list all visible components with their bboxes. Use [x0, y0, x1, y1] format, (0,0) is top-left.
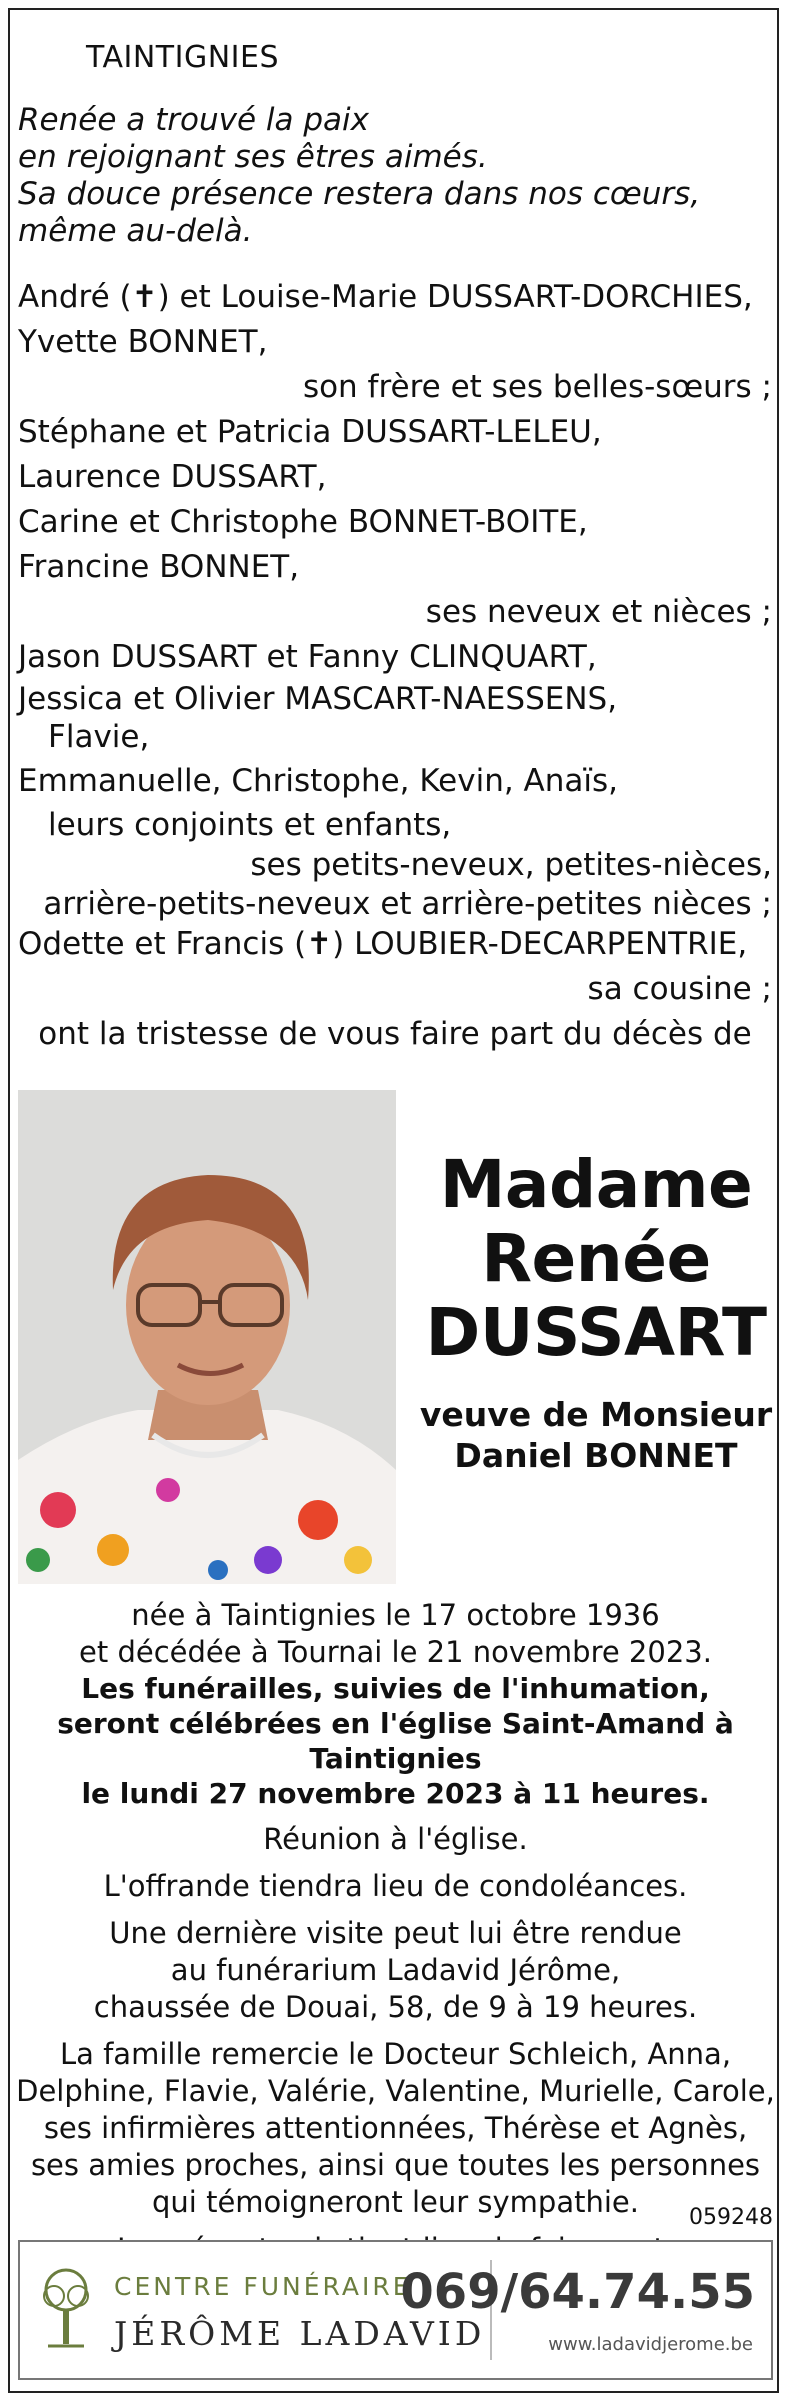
- tree-icon: [34, 2264, 98, 2352]
- family-list: [18, 275, 772, 1057]
- family-relation: arrière-petits-neveux et arrière-petites nièces ;: [43, 886, 772, 922]
- family-line: Jason DUSSART et Fanny CLINQUART,: [18, 639, 597, 675]
- family-line: Stéphane et Patricia DUSSART-LELEU,: [18, 414, 602, 450]
- family-line: Flavie,: [48, 719, 150, 755]
- visit-line: chaussée de Douai, 58, de 9 à 19 heures.: [93, 1990, 698, 2024]
- visit-line: Une dernière visite peut lui être rendue: [109, 1916, 682, 1950]
- reference-number: 059248: [689, 2205, 773, 2230]
- funeral-line: seront célébrées en l'église Saint-Amand à Taintignies: [57, 1707, 734, 1775]
- thanks-line: qui témoigneront leur sympathie.: [152, 2185, 639, 2219]
- widow-line: veuve de Monsieur: [419, 1395, 773, 1434]
- offering-line: L'offrande tiendra lieu de condoléances.: [103, 1869, 688, 1903]
- widow-of: [400, 1394, 791, 1476]
- deceased-first-name: Renée: [481, 1220, 711, 1297]
- thanks-line: Delphine, Flavie, Valérie, Valentine, Murielle, Carole,: [16, 2074, 775, 2108]
- gathering-line: Réunion à l'église.: [263, 1822, 528, 1856]
- details-block: [10, 1597, 781, 2268]
- thanks-line: ses infirmières attentionnées, Thérèse et Agnès,: [43, 2111, 748, 2145]
- family-line: André (✝) et Louise-Marie DUSSART-DORCHIES,: [18, 279, 753, 315]
- announcement-line: ont la tristesse de vous faire part du décès de: [38, 1016, 752, 1052]
- funeral-home-banner: [18, 2240, 773, 2380]
- deceased-name-block: [400, 1148, 791, 1476]
- family-line: Francine BONNET,: [18, 549, 300, 585]
- funeral-line: le lundi 27 novembre 2023 à 11 heures.: [81, 1777, 710, 1810]
- funeral-line: Les funérailles, suivies de l'inhumation,: [81, 1672, 710, 1705]
- deceased-last-name: DUSSART: [425, 1294, 767, 1371]
- widow-line: Daniel BONNET: [454, 1436, 738, 1475]
- phone-number: 069/64.74.55: [400, 2264, 755, 2320]
- visit-line: au funérarium Ladavid Jérôme,: [170, 1953, 621, 1987]
- death-line: et décédée à Tournai le 21 novembre 2023.: [79, 1635, 712, 1669]
- family-relation: son frère et ses belles-sœurs ;: [302, 369, 772, 405]
- family-line: Emmanuelle, Christophe, Kevin, Anaïs,: [18, 763, 619, 799]
- family-relation: sa cousine ;: [587, 971, 772, 1007]
- family-line: Odette et Francis (✝) LOUBIER-DECARPENTRIE,: [18, 926, 748, 962]
- thanks-line: La famille remercie le Docteur Schleich, Anna,: [59, 2037, 732, 2071]
- family-relation: ses petits-neveux, petites-nièces,: [250, 847, 772, 883]
- birth-line: née à Taintignies le 17 octobre 1936: [131, 1598, 660, 1632]
- deceased-portrait: [18, 1090, 396, 1584]
- funeral-home-label: CENTRE FUNÉRAIRE: [114, 2272, 412, 2301]
- family-line: Yvette BONNET,: [18, 324, 268, 360]
- thanks-line: ses amies proches, ainsi que toutes les personnes: [30, 2148, 761, 2182]
- family-line: leurs conjoints et enfants,: [48, 807, 452, 843]
- funeral-home-name: JÉRÔME LADAVID: [114, 2314, 486, 2353]
- intro-quote: Renée a trouvé la paix en rejoignant ses êtres aimés. Sa douce présence restera dans nos cœurs, même au-delà.: [18, 102, 701, 249]
- family-line: Carine et Christophe BONNET-BOITE,: [18, 504, 588, 540]
- family-line: Laurence DUSSART,: [18, 459, 327, 495]
- family-line: Jessica et Olivier MASCART-NAESSENS,: [18, 681, 618, 717]
- town-header: TAINTIGNIES: [86, 40, 280, 75]
- family-relation: ses neveux et nièces ;: [425, 594, 772, 630]
- deceased-title: Madame: [439, 1146, 753, 1223]
- website-link[interactable]: www.ladavidjerome.be: [548, 2334, 753, 2355]
